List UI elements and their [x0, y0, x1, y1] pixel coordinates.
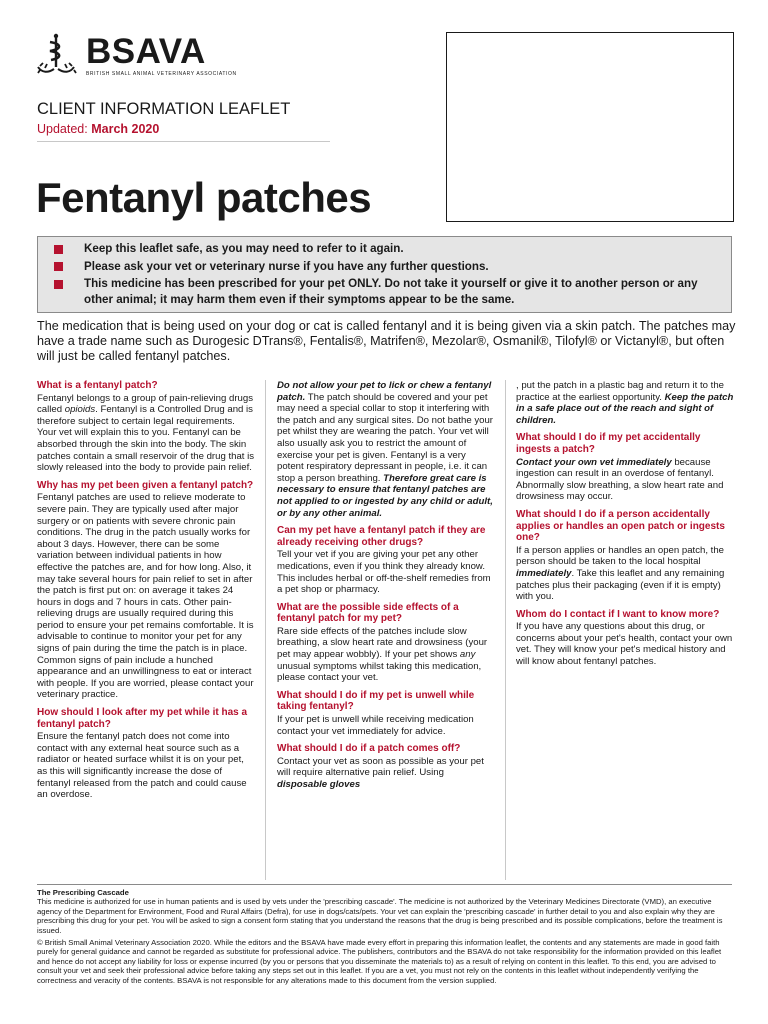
column-3 — [516, 380, 734, 668]
pharmacy-label-box — [446, 32, 734, 222]
square-bullet-icon — [54, 280, 63, 289]
section-body-unwell: If your pet is unwell while receiving medication contact your vet immediately for advice. — [277, 714, 474, 737]
notice-text: This medicine has been prescribed for your pet ONLY. Do not take it yourself or give it to another person or any other animal; it may harm them even if their symptoms appear to be the same. — [84, 277, 698, 306]
section-heading-comes-off: What should I do if a patch comes off? — [277, 743, 461, 755]
section-body-other-drugs: Tell your vet if you are giving your pet any other medications, even if you think they already know. This includes herbal or off-the-shelf remedies from a pet shop or pharmacy. — [277, 549, 491, 596]
footer-cascade-body: This medicine is authorized for use in human patients and is used by vets under the 'prescribing cascade'. The medicine is not authorized by the Veterinary Medicines Directorate (VMD), an executive agency of the Department for Environment, Food and Rural Affairs (Defra), for use in dogs/cats/pets. Your vet can explain the 'prescribing cascade' in further detail to you and also explain why they are prescribing this drug for your pet. You will be asked to sign a consent form stating that you understand the reasons that the drug is being prescribed and its possible complications, before the treatment is issued. — [37, 897, 723, 935]
notice-text: Keep this leaflet safe, as you may need to refer to it again. — [84, 242, 404, 255]
section-body-look-after-part2: Do not allow your pet to lick or chew a fentanyl patch. The patch should be covered and your pet may need a special collar to stop it interfering with the patch and any surgical sites. Do not bathe your pet whilst they are wearing the patch. Your vet will also usually ask you to restrict the amount of exercise your pet is given. Fentanyl is a very potent respiratory depressant in people, i.e. it can stop a person breathing. Therefore great care is necessary to ensure that fentanyl patches are not applied to or ingested by any child or adult, or by any other animal. — [277, 380, 493, 519]
section-body-ingests: Contact your own vet immediately because ingestion can result in an overdose of fentanyl. Abnormally slow breathing, a slow heart rate and drowsiness may occur. — [516, 456, 724, 503]
updated-line — [37, 122, 159, 136]
section-heading-person: What should I do if a person accidentally applies or handles an open patch or ingests one? — [516, 508, 725, 544]
updated-label: Updated: — [37, 122, 88, 136]
footer-cascade-heading: The Prescribing Cascade — [37, 888, 129, 897]
divider — [37, 141, 330, 142]
section-body-comes-off-part1: Contact your vet as soon as possible as your pet will require alternative pain relief. Using disposable gloves — [277, 755, 484, 790]
column-1 — [37, 380, 255, 801]
section-body-look-after-part1: Ensure the fentanyl patch does not come into contact with any external heat source such as a radiator or heated surface whilst it is on your pet, as this will significantly increase the dose of fentanyl released from the patch and could cause an overdose. — [37, 731, 247, 801]
footer — [37, 888, 732, 988]
section-heading-other-drugs: Can my pet have a fentanyl patch if they are already receiving other drugs? — [277, 525, 486, 548]
logo-wordmark: BSAVA — [86, 32, 206, 71]
section-heading-ingests: What should I do if my pet accidentally ingests a patch? — [516, 432, 701, 455]
notice-item — [54, 241, 721, 257]
square-bullet-icon — [54, 245, 63, 254]
section-heading-look-after: How should I look after my pet while it has a fentanyl patch? — [37, 707, 248, 730]
notice-item — [54, 259, 721, 275]
footer-divider — [37, 884, 732, 885]
section-body-contact: If you have any questions about this drug, or concerns about your pet's health, contact your own vet. They will know your pet's medical history and will know about fentanyl patches. — [516, 621, 733, 668]
section-heading-unwell: What should I do if my pet is unwell while taking fentanyl? — [277, 689, 475, 713]
column-divider — [505, 380, 506, 880]
section-body-comes-off-part2: , put the patch in a plastic bag and return it to the practice at the earliest opportunity. Keep the patch in a safe place out of the reach and sight of children. — [516, 380, 734, 426]
logo-subtitle: BRITISH SMALL ANIMAL VETERINARY ASSOCIATION — [86, 71, 237, 77]
square-bullet-icon — [54, 262, 63, 271]
section-heading-side-effects: What are the possible side effects of a fentanyl patch for my pet? — [277, 601, 459, 625]
column-2 — [277, 380, 495, 791]
staff-of-asclepius-icon — [36, 33, 80, 77]
section-heading-why: Why has my pet been given a fentanyl patch? — [37, 479, 254, 491]
section-heading-what-is: What is a fentanyl patch? — [37, 380, 158, 391]
section-body-why: Fentanyl patches are used to relieve moderate to severe pain. They are typically used after major surgery or on patients with severe chronic pain conditions. The drug in the patch usually works for about 3 days. However, there can be some variation between individual patients in how effective the patches are, and for how long. Also, it may take several hours for pain relief to set in after the patch is first put on: on average it takes 24 hours in dogs and 7 hours in cats. Other pain-relieving drugs are usually required during this period to ensure your pet remains comfortable. It is advisable to continue to monitor your pet for any signs of pain during the time the patch is in place. Common signs of pain include a hunched appearance and an unwillingness to eat or interact with people. If you are worried, please contact your veterinary practice. — [37, 492, 254, 701]
notice-text: Please ask your vet or veterinary nurse if you have any further questions. — [84, 259, 489, 273]
section-body-side-effects: Rare side effects of the patches include slow breathing, a slow heart rate and drowsiness (your pet may appear wobbly). If your pet shows any unusual symptoms whilst taking this medication, please contact your vet. — [277, 625, 488, 684]
section-heading-contact: Whom do I contact if I want to know more? — [516, 608, 720, 620]
section-body-person: If a person applies or handles an open patch, the person should be taken to the local hospital immediately. Take this leaflet and any remaining patches plus their packaging (even if it is empty) with you. — [516, 544, 725, 603]
column-divider — [265, 380, 266, 880]
notice-item — [54, 276, 721, 308]
section-body-what-is: Fentanyl belongs to a group of pain-relieving drugs called opioids. Fentanyl is a Controlled Drug and is therefore subject to certain legal requirements. Your vet will explain this to you. Fentanyl can be absorbed through the skin into the body. The skin patches contain a small reservoir of the drug that is slowly released into the body to provide pain relief. — [37, 392, 255, 474]
leaflet-type-heading: CLIENT INFORMATION LEAFLET — [37, 100, 291, 118]
intro-paragraph: The medication that is being used on your dog or cat is called fentanyl and it is being given via a skin patch. The patches may have a trade name such as Durogesic DTrans®, Fentalis®, Matrifen®, Mezolar®, Osmanil®, Tilofyl® or Victanyl®, but often will just be called fentanyl patches. — [37, 319, 736, 364]
bsava-logo — [36, 33, 236, 83]
notice-box — [37, 236, 732, 313]
page-title: Fentanyl patches — [36, 174, 372, 221]
footer-copyright: © British Small Animal Veterinary Association 2020. While the editors and the BSAVA have made every effort in preparing this information leaflet, the contents and any statements are made in good faith purely for general guidance and cannot be regarded as substitute for professional advice. The publishers, contributors and the BSAVA do not take responsibility for the information provided on this leaflet and hence do not accept any liability for loss or expense incurred (by you or persons that you disseminate the materials to) as a result of relying on content in this leaflet. To this end, you are advised to consult your vet and seek their professional advice before taking any steps set out in this leaflet. If you are a vet, you must not rely on the contents in this leaflet without independently verifying the correctness and veracity of the contents. BSAVA is not responsible for any alterations made to this document from the version supplied. — [37, 938, 722, 985]
updated-date: March 2020 — [91, 122, 160, 136]
